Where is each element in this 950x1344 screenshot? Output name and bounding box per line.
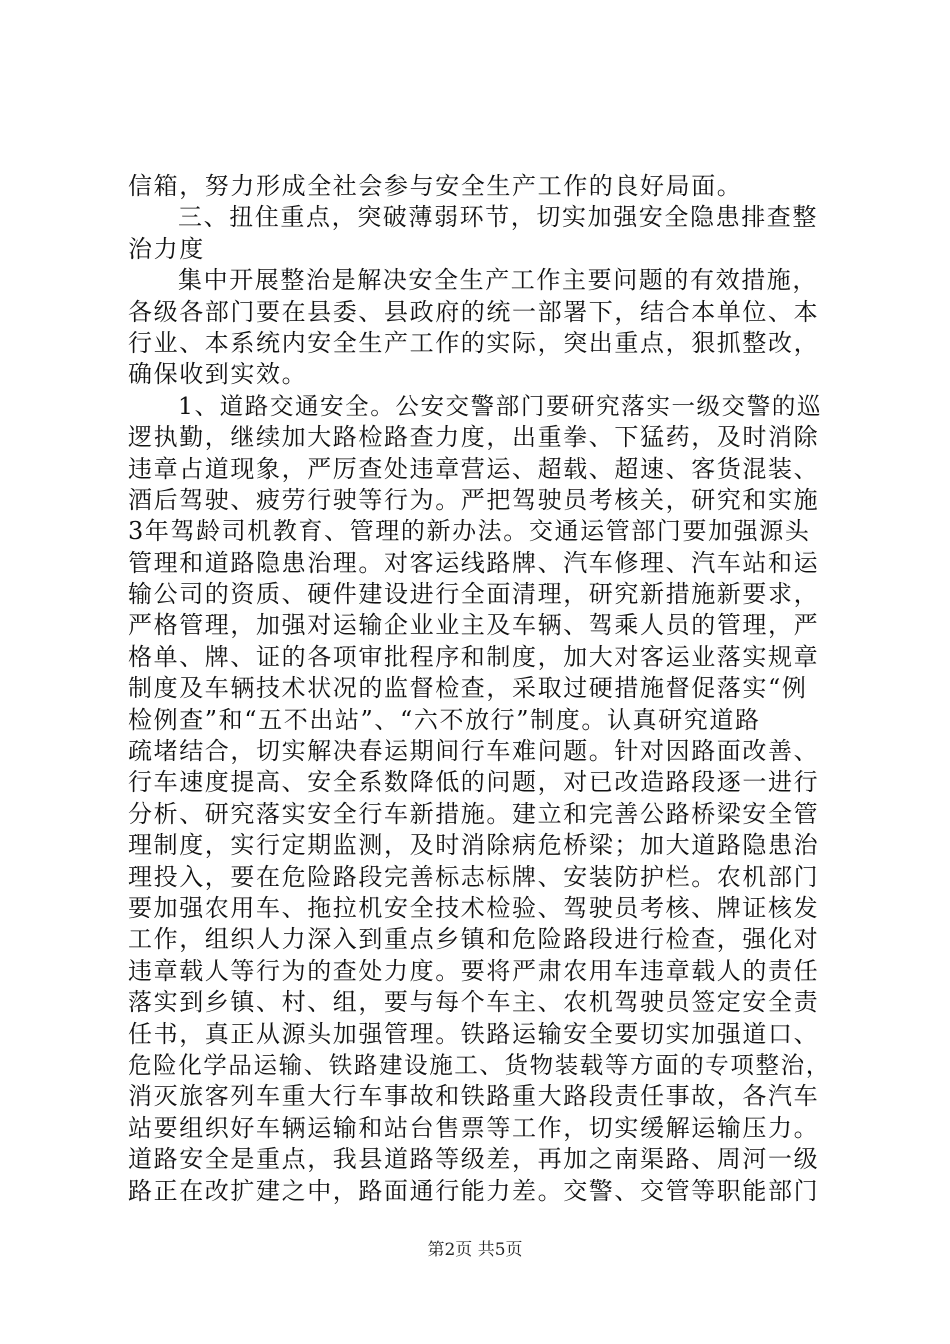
text-line: 各级各部门要在县委、县政府的统一部署下，结合本单位、本 xyxy=(128,297,820,326)
text-line: 1、道路交通安全。公安交警部门要研究落实一级交警的巡 xyxy=(178,391,823,420)
text-line: 信箱，努力形成全社会参与安全生产工作的良好局面。 xyxy=(128,172,743,200)
text-line: 违章占道现象，严厉查处违章营运、超载、超速、客货混装、 xyxy=(128,454,820,483)
page-number-footer: 第2页 共5页 xyxy=(427,1240,523,1260)
section-heading-cont: 治力度 xyxy=(128,234,205,263)
text-line: 行车速度提高、安全系数降低的问题，对已改造路段逐一进行 xyxy=(128,768,820,797)
text-line: 逻执勤，继续加大路检路查力度，出重拳、下猛药，及时消除 xyxy=(128,423,820,452)
text-line: 任书，真正从源头加强管理。铁路运输安全要切实加强道口、 xyxy=(128,1019,820,1048)
section-heading: 三、扭住重点，突破薄弱环节，切实加强安全隐患排查整 xyxy=(178,203,818,232)
text-line: 酒后驾驶、疲劳行驶等行为。严把驾驶员考核关，研究和实施 xyxy=(128,485,820,514)
text-line: 行业、本系统内安全生产工作的实际，突出重点，狠抓整改， xyxy=(128,328,820,357)
text-line: 路正在改扩建之中，路面通行能力差。交警、交管等职能部门 xyxy=(128,1176,820,1205)
document-body xyxy=(128,171,832,1207)
text-line: 集中开展整治是解决安全生产工作主要问题的有效措施， xyxy=(178,266,818,295)
text-line: 输公司的资质、硬件建设进行全面清理，研究新措施新要求， xyxy=(128,580,820,609)
text-line: 3年驾龄司机教育、管理的新办法。交通运管部门要加强源头 xyxy=(128,517,811,546)
text-line: 违章载人等行为的查处力度。要将严肃农用车违章载人的责任 xyxy=(128,956,820,985)
text-line: 落实到乡镇、村、组，要与每个车主、农机驾驶员签定安全责 xyxy=(128,988,820,1017)
text-line: 严格管理，加强对运输企业业主及车辆、驾乘人员的管理，严 xyxy=(128,611,820,640)
text-line: 站要组织好车辆运输和站台售票等工作，切实缓解运输压力。 xyxy=(128,1113,820,1142)
text-line: 制度及车辆技术状况的监督检查，采取过硬措施督促落实“例 xyxy=(128,674,808,703)
text-line: 检例查”和“五不出站”、“六不放行”制度。认真研究道路 xyxy=(128,705,761,734)
text-line: 要加强农用车、拖拉机安全技术检验、驾驶员考核、牌证核发 xyxy=(128,893,820,922)
text-line: 格单、牌、证的各项审批程序和制度，加大对客运业落实规章 xyxy=(128,642,820,671)
text-line: 消灭旅客列车重大行车事故和铁路重大路段责任事故，各汽车 xyxy=(128,1082,820,1111)
text-line: 道路安全是重点，我县道路等级差，再加之南渠路、周河一级 xyxy=(128,1145,820,1174)
text-line: 理投入，要在危险路段完善标志标牌、安装防护栏。农机部门 xyxy=(128,862,820,891)
text-line: 工作，组织人力深入到重点乡镇和危险路段进行检查，强化对 xyxy=(128,925,820,954)
text-line: 理制度，实行定期监测，及时消除病危桥梁；加大道路隐患治 xyxy=(128,831,820,860)
text-line: 分析、研究落实安全行车新措施。建立和完善公路桥梁安全管 xyxy=(128,799,820,828)
text-line: 管理和道路隐患治理。对客运线路牌、汽车修理、汽车站和运 xyxy=(128,548,820,577)
text-line: 危险化学品运输、铁路建设施工、货物装载等方面的专项整治， xyxy=(128,1050,831,1079)
text-line: 确保收到实效。 xyxy=(128,360,308,389)
text-line: 疏堵结合，切实解决春运期间行车难问题。针对因路面改善、 xyxy=(128,737,820,766)
